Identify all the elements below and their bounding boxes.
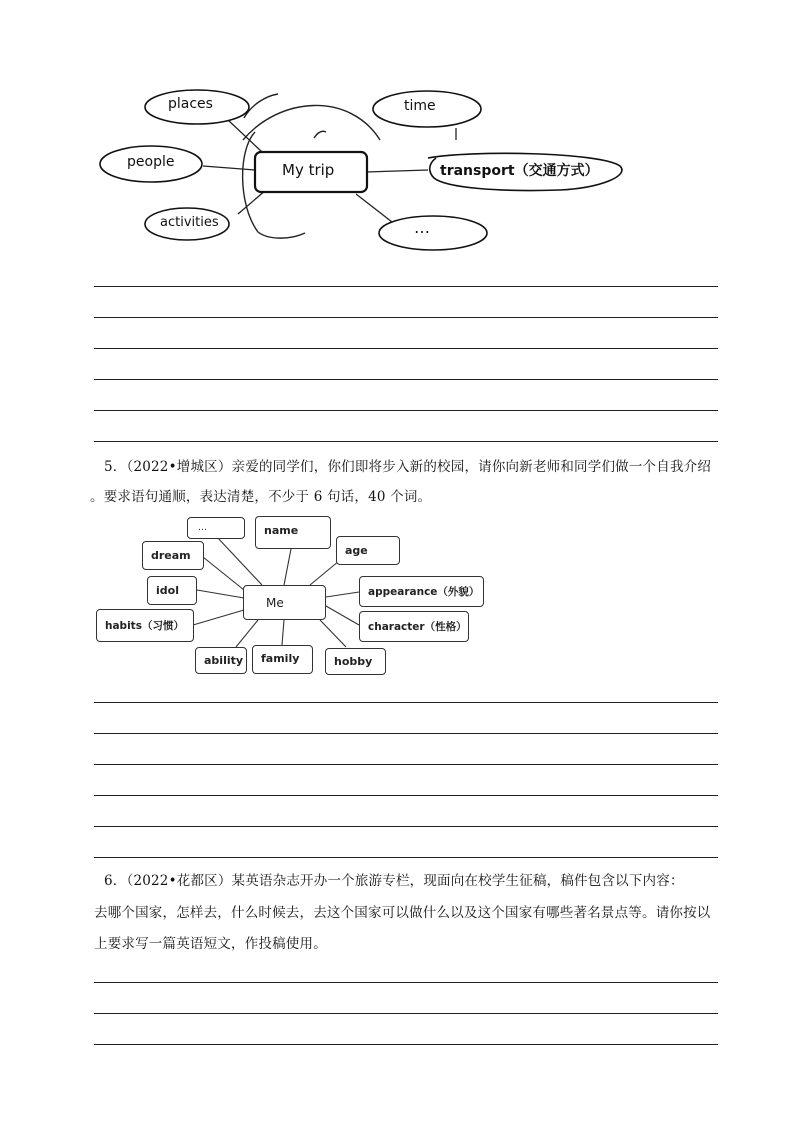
me-node-name: name bbox=[255, 516, 331, 549]
trip-node-activities: activities bbox=[160, 215, 219, 230]
me-node-more: … bbox=[187, 517, 245, 539]
trip-node-places: places bbox=[168, 96, 213, 112]
trip-center-label: My trip bbox=[282, 161, 335, 179]
me-node-appearance: appearance（外貌） bbox=[359, 576, 484, 607]
trip-node-transport: transport（交通方式） bbox=[440, 163, 599, 179]
me-node-family: family bbox=[252, 645, 313, 674]
question-6-line-2: 去哪个国家，怎样去，什么时候去，去这个国家可以做什么以及这个国家有哪些著名景点等。请你按以 bbox=[94, 905, 711, 921]
question-5-line-2: 。要求语句通顺，表达清楚，不少于 6 句话，40 个词。 bbox=[90, 489, 432, 505]
answer-line bbox=[94, 733, 718, 734]
answer-line bbox=[94, 702, 718, 703]
me-node-ability: ability bbox=[195, 647, 247, 674]
answer-line bbox=[94, 1013, 718, 1014]
question-6-line-3: 上要求写一篇英语短文，作投稿使用。 bbox=[94, 936, 327, 952]
answer-line bbox=[94, 826, 718, 827]
answer-line bbox=[94, 764, 718, 765]
question-6-line-1: 6．（2022•花都区）某英语杂志开办一个旅游专栏，现面向在校学生征稿，稿件包含以下内容： bbox=[104, 873, 684, 889]
answer-line bbox=[94, 795, 718, 796]
me-node-character: character（性格） bbox=[359, 611, 469, 642]
trip-node-time: time bbox=[404, 98, 436, 114]
trip-node-people: people bbox=[127, 154, 175, 170]
answer-line bbox=[94, 857, 718, 858]
trip-node-more: … bbox=[414, 218, 430, 237]
me-node-hobby: hobby bbox=[325, 648, 386, 675]
me-node-dream: dream bbox=[142, 541, 204, 570]
me-node-age: age bbox=[336, 536, 400, 565]
question-5-line-1: 5．（2022•增城区）亲爱的同学们，你们即将步入新的校园，请你向新老师和同学们做一个自我介绍 bbox=[104, 459, 712, 475]
me-center-box: Me bbox=[243, 585, 326, 620]
answer-line bbox=[94, 1044, 718, 1045]
me-node-idol: idol bbox=[147, 576, 197, 605]
me-node-habits: habits（习惯） bbox=[96, 609, 194, 642]
answer-line bbox=[94, 982, 718, 983]
